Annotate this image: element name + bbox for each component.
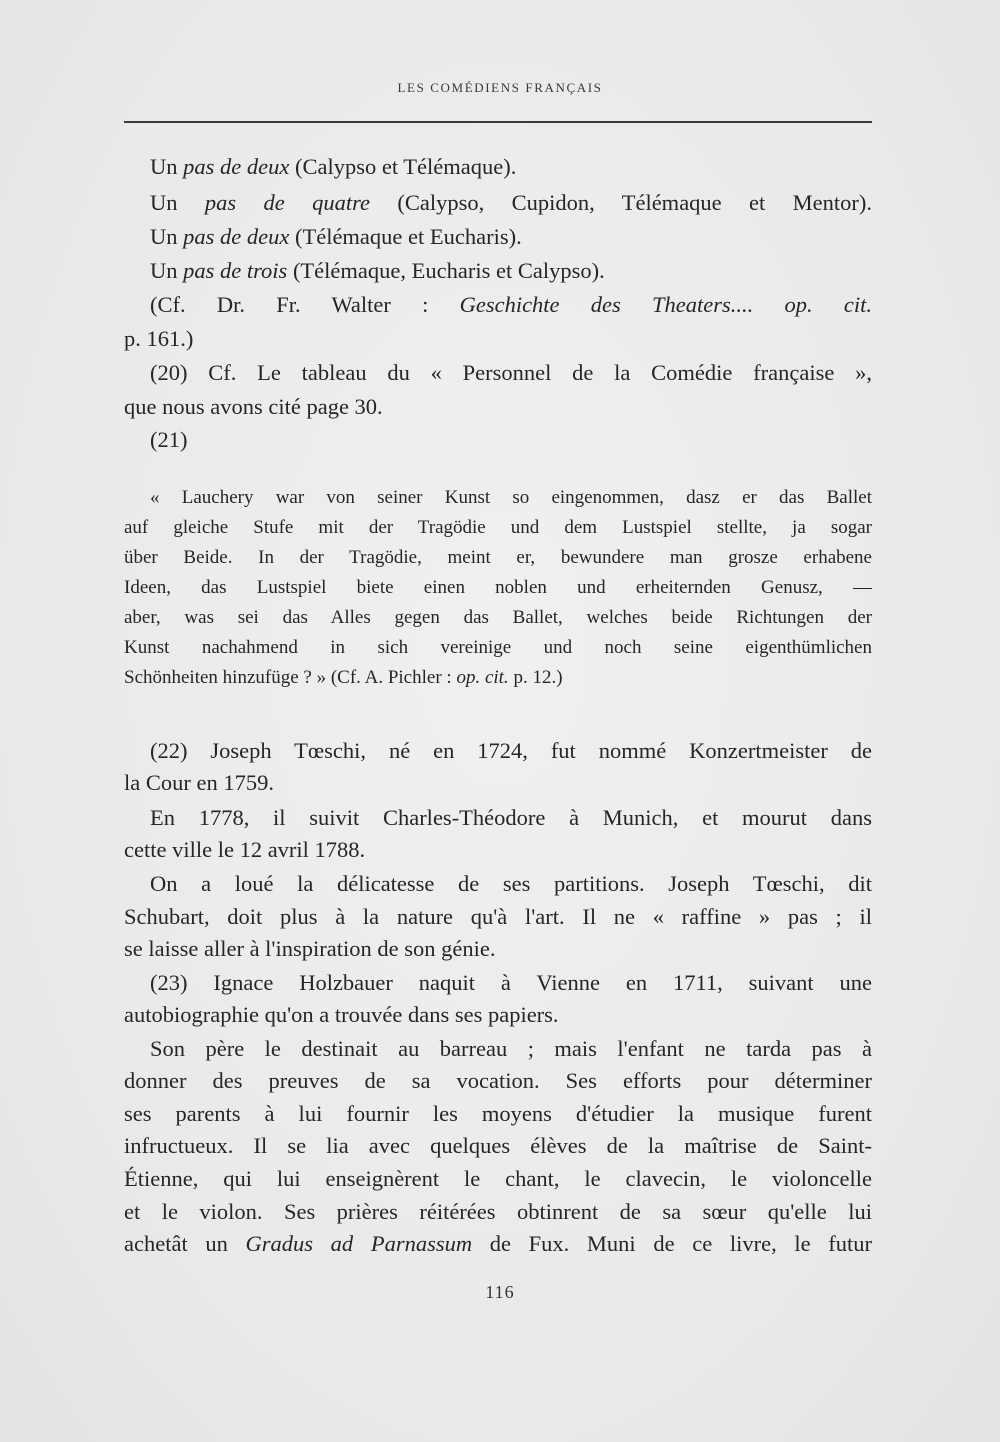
note-22-line-7: se laisse aller à l'inspiration de son génie. (124, 936, 496, 961)
dance-line-5 (150, 288, 872, 322)
dance-line-1 (150, 150, 872, 184)
note-22-line-6: Schubart, doit plus à la nature qu'à l'art. Il ne « raffine » pas ; il (124, 904, 872, 929)
text-run: de Fux. Muni de ce livre, le futur (472, 1231, 872, 1256)
dance-line-3 (150, 220, 872, 254)
italic-run: pas de deux (183, 154, 290, 179)
text-run: Schönheiten hinzufüge ? » (Cf. A. Pichler : (124, 667, 457, 688)
italic-run: op. cit. (456, 667, 509, 688)
note-23-line-9 (124, 1227, 872, 1261)
note-20-line-2: que nous avons cité page 30. (124, 394, 383, 419)
italic-run: pas de quatre (204, 190, 371, 215)
quote-line-6: Kunst nachahmend in sich vereinige und noch seine eigenthümlichen (124, 637, 872, 658)
quote-line-5: aber, was sei das Alles gegen das Ballet, welches beide Richtungen der (124, 607, 872, 628)
dance-line-6: p. 161.) (124, 326, 194, 351)
running-head: LES COMÉDIENS FRANÇAIS (397, 80, 603, 95)
note-22-line-5: On a loué la délicatesse de ses partitions. Joseph Tœschi, dit (150, 871, 872, 896)
header-rule (124, 121, 872, 123)
note-22-line-1: (22) Joseph Tœschi, né en 1724, fut nommé Konzertmeister de (150, 738, 872, 763)
text-run: (Calypso, Cupidon, Télémaque et Mentor). (370, 190, 872, 215)
note-23-line-8: et le violon. Ses prières réitérées obtinrent de sa sœur qu'elle lui (124, 1199, 872, 1224)
page-number: 116 (485, 1282, 515, 1302)
text-run: Un (150, 154, 184, 179)
text-run: Un (150, 190, 205, 215)
note-21-label: (21) (150, 427, 188, 452)
note-23-line-1: (23) Ignace Holzbauer naquit à Vienne en 1711, suivant une (150, 970, 872, 995)
quote-line-1: « Lauchery war von seiner Kunst so eingenommen, dasz er das Ballet (150, 487, 872, 508)
text-run: (Télémaque, Eucharis et Calypso). (287, 258, 605, 283)
italic-run: pas de deux (183, 224, 290, 249)
note-23-line-7: Étienne, qui lui enseignèrent le chant, le clavecin, le violoncelle (124, 1166, 872, 1191)
quote-line-3: über Beide. In der Tragödie, meint er, bewundere man grosze erhabene (124, 547, 872, 568)
dance-line-4 (150, 254, 872, 288)
note-23-line-4: donner des preuves de sa vocation. Ses efforts pour déterminer (124, 1068, 872, 1093)
italic-run: Geschichte des Theaters.... op. cit. (459, 292, 872, 317)
italic-run: Gradus ad Parnassum (245, 1231, 473, 1256)
text-run: (Calypso et Télémaque). (289, 154, 517, 179)
text-run: Un (150, 224, 184, 249)
dance-line-2 (150, 186, 872, 220)
note-20-line-1: (20) Cf. Le tableau du « Personnel de la Comédie française », (150, 360, 872, 385)
text-run: (Cf. Dr. Fr. Walter : (150, 292, 460, 317)
italic-run: pas de trois (183, 258, 288, 283)
text-run: Un (150, 258, 184, 283)
text-run: achetât un (124, 1231, 246, 1256)
quote-line-7 (124, 663, 872, 693)
text-run: p. 12.) (508, 667, 563, 688)
note-23-line-5: ses parents à lui fournir les moyens d'étudier la musique furent (124, 1101, 872, 1126)
quote-line-2: auf gleiche Stufe mit der Tragödie und dem Lustspiel stellte, ja sogar (124, 517, 872, 538)
note-22-line-2: la Cour en 1759. (124, 770, 274, 795)
text-run: (Télémaque et Eucharis). (289, 224, 522, 249)
note-23-line-3: Son père le destinait au barreau ; mais l'enfant ne tarda pas à (150, 1036, 872, 1061)
note-22-line-4: cette ville le 12 avril 1788. (124, 837, 366, 862)
note-23-line-2: autobiographie qu'on a trouvée dans ses papiers. (124, 1002, 559, 1027)
quote-line-4: Ideen, das Lustspiel biete einen noblen und erheiternden Genusz, — (124, 577, 872, 598)
note-22-line-3: En 1778, il suivit Charles-Théodore à Munich, et mourut dans (150, 805, 872, 830)
note-23-line-6: infructueux. Il se lia avec quelques élèves de la maîtrise de Saint- (124, 1133, 872, 1158)
